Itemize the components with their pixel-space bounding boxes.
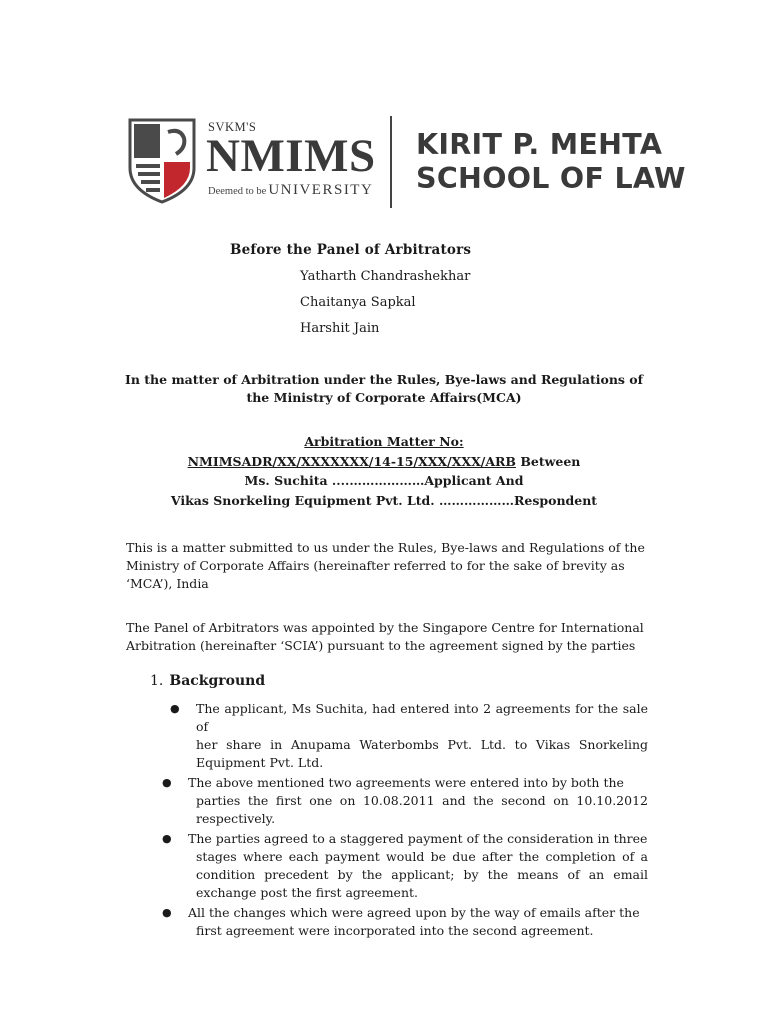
deemed-university-line	[208, 182, 373, 199]
bullet-text-first-line: The above mentioned two agreements were entered into by both the	[188, 775, 624, 790]
section-title: Background	[169, 673, 266, 689]
section-heading	[150, 673, 265, 689]
bullet-text-first-line: The applicant, Ms Suchita, had entered into 2 agreements for the sale of	[196, 701, 648, 734]
arbitrator-name: Chaitanya Sapkal	[300, 295, 416, 310]
arbitrator-name: Harshit Jain	[300, 321, 380, 336]
bullet-text: first agreement were incorporated into the second agreement.	[196, 923, 594, 938]
respondent-line: Vikas Snorkeling Equipment Pvt. Ltd. ………………Respondent	[170, 492, 598, 508]
bullet-text-first-line: All the changes which were agreed upon by the way of emails after the	[188, 905, 640, 920]
org-prefix: SVKM'S	[208, 120, 257, 134]
arbitrator-name: Yatharth Chandrashekhar	[300, 269, 471, 284]
logo-divider	[390, 116, 392, 208]
case-between: Between	[516, 453, 581, 469]
deemed-label: Deemed to be	[208, 186, 267, 197]
school-name	[416, 128, 686, 196]
document-title: Before the Panel of Arbitrators	[230, 242, 472, 258]
bullet-dot: ●	[162, 832, 172, 845]
list-item	[162, 904, 648, 940]
list-item	[162, 830, 648, 902]
background-bullet-list	[162, 700, 648, 942]
paragraph: This is a matter submitted to us under the Rules, Bye-laws and Regulations of the Ministry of Corporate Affairs (hereinafter referred to for the sake of brevity as ‘MCA’), India	[126, 540, 645, 591]
matter-statement	[110, 371, 658, 407]
list-item	[168, 700, 648, 772]
bullet-dot: ●	[162, 906, 172, 919]
list-item	[162, 774, 648, 828]
university-name: NMIMS	[206, 130, 376, 182]
school-name-line1: KIRIT P. MEHTA	[416, 128, 663, 161]
matter-line: the Ministry of Corporate Affairs(MCA)	[246, 390, 522, 405]
university-word: UNIVERSITY	[268, 182, 374, 198]
university-crest-logo	[126, 118, 198, 204]
paragraph: The Panel of Arbitrators was appointed by the Singapore Centre for International Arbitration (hereinafter ‘SCIA’) pursuant to the agreement signed by the parties	[126, 620, 644, 653]
case-details	[110, 432, 658, 510]
bullet-dot: ●	[170, 702, 180, 715]
bullet-text: stages where each payment would be due after the completion of a condition precedent by the applicant; by the means of an email exchange post the first agreement.	[196, 849, 648, 900]
case-number: NMIMSADR/XX/XXXXXXX/14-15/XXX/XXX/ARB	[187, 453, 516, 469]
bullet-text-first-line: The parties agreed to a staggered payment of the consideration in three	[188, 831, 648, 846]
bullet-text: her share in Anupama Waterbombs Pvt. Ltd. to Vikas Snorkeling Equipment Pvt. Ltd.	[196, 737, 648, 770]
bullet-dot: ●	[162, 776, 172, 789]
school-name-line2: SCHOOL OF LAW	[416, 162, 686, 195]
case-heading: Arbitration Matter No:	[304, 434, 464, 449]
header-logo	[126, 116, 686, 212]
section-number: 1.	[150, 673, 164, 689]
arbitrator-list	[300, 268, 470, 346]
bullet-text: parties the first one on 10.08.2011 and the second on 10.10.2012 respectively.	[196, 793, 648, 826]
matter-line: In the matter of Arbitration under the Rules, Bye-laws and Regulations of	[124, 372, 644, 387]
applicant-line: Ms. Suchita ....………………Applicant And	[244, 473, 524, 488]
